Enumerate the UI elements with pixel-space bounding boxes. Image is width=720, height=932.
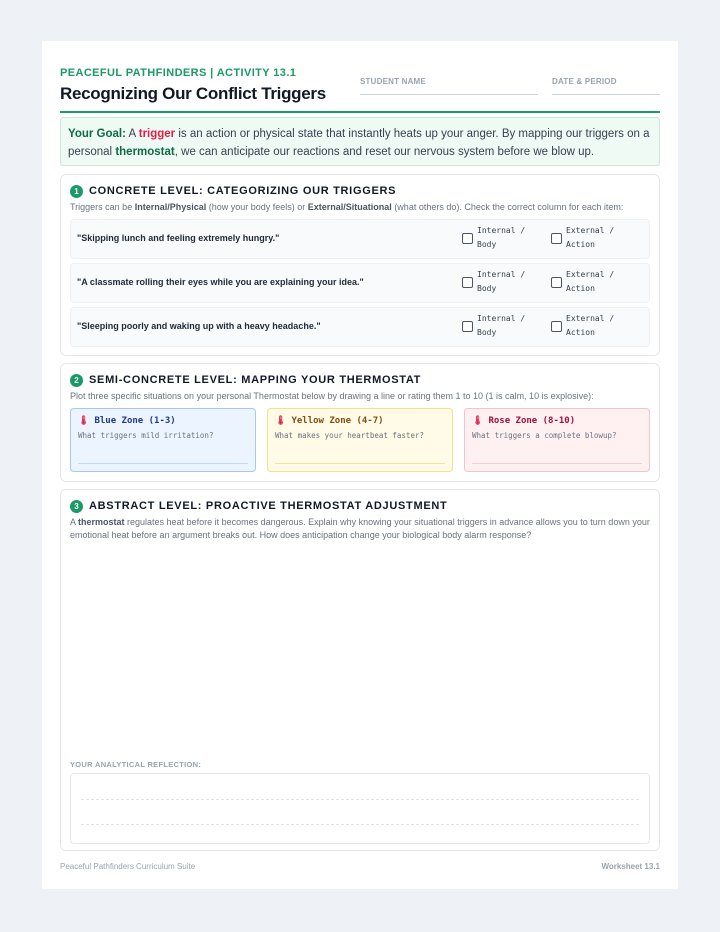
section-header (70, 499, 447, 513)
desc-bold-thermostat: thermostat (78, 517, 125, 527)
activity-eyebrow: PEACEFUL PATHFINDERS | ACTIVITY 13.1 (60, 67, 297, 79)
desc-text: Triggers can be (70, 202, 135, 212)
option-label: Internal / Body (477, 270, 526, 293)
blue-zone-card[interactable] (70, 408, 256, 472)
thermometer-icon: 🌡 (275, 416, 287, 426)
thermometer-icon: 🌡 (472, 416, 484, 426)
option-internal[interactable] (462, 312, 529, 340)
goal-keyword-trigger: trigger (138, 128, 176, 140)
section-abstract (60, 489, 660, 851)
zone-title: Rose Zone (8-10) (488, 416, 576, 426)
option-internal[interactable] (462, 268, 529, 296)
goal-text-3: , we can anticipate our reactions and reset our nervous system before we blow up. (174, 146, 595, 158)
section-number-badge: 3 (70, 500, 83, 513)
option-label: External / Action (566, 270, 615, 293)
goal-text-1: A (125, 128, 139, 140)
desc-text: A (70, 517, 79, 527)
option-external[interactable] (551, 224, 618, 252)
section-number-badge: 2 (70, 374, 83, 387)
goal-text-2: is an action or physical state that instantly heats up your anger. By mapping our triggers on a personal (68, 128, 650, 158)
section-header (70, 184, 396, 198)
student-name-field[interactable] (360, 71, 538, 95)
section-title: ABSTRACT LEVEL: PROACTIVE THERMOSTAT ADJUSTMENT (89, 500, 448, 512)
checkbox[interactable] (551, 233, 562, 244)
option-label: Internal / Body (477, 226, 526, 249)
student-name-label: STUDENT NAME (360, 77, 426, 86)
desc-bold-internal: Internal/Physical (134, 202, 207, 212)
checkbox[interactable] (462, 321, 473, 332)
option-label: External / Action (566, 314, 615, 337)
option-label: External / Action (566, 226, 615, 249)
section-description (70, 201, 655, 214)
checkbox[interactable] (551, 321, 562, 332)
footer-suite-name: Peaceful Pathfinders Curriculum Suite (60, 862, 196, 871)
section-number-badge: 1 (70, 185, 83, 198)
trigger-statement: "A classmate rolling their eyes while you are explaining your idea." (77, 277, 364, 287)
section-description (70, 516, 655, 542)
desc-bold-external: External/Situational (307, 202, 392, 212)
section-header (70, 373, 421, 387)
zone-prompt: What triggers a complete blowup? (472, 431, 617, 440)
trigger-row (70, 219, 650, 259)
section-title: CONCRETE LEVEL: CATEGORIZING OUR TRIGGERS (89, 185, 397, 197)
option-external[interactable] (551, 312, 618, 340)
desc-text: (how your body feels) or (206, 202, 308, 212)
trigger-row (70, 307, 650, 347)
option-internal[interactable] (462, 224, 529, 252)
zone-answer-line[interactable] (78, 463, 248, 464)
header-divider (60, 111, 660, 113)
section-concrete (60, 174, 660, 356)
section-description: Plot three specific situations on your personal Thermostat below by drawing a line or rating them 1 to 10 (1 is calm, 10 is explosive): (70, 391, 594, 401)
thermometer-icon: 🌡 (78, 416, 90, 426)
goal-label: Your Goal: (68, 128, 126, 140)
zone-title: Blue Zone (1-3) (94, 416, 176, 426)
writing-line (81, 799, 639, 800)
rose-zone-card[interactable] (464, 408, 650, 472)
zone-prompt: What triggers mild irritation? (78, 431, 214, 440)
desc-text: regulates heat before it becomes dangerous. Explain why knowing your situational triggers in advance allows you to turn down your emotional heat before an argument breaks out. How does anticipation change your biological body alarm response? (70, 517, 650, 540)
trigger-row (70, 263, 650, 303)
zone-answer-line[interactable] (472, 463, 642, 464)
date-period-label: DATE & PERIOD (552, 77, 617, 86)
checkbox[interactable] (551, 277, 562, 288)
option-external[interactable] (551, 268, 618, 296)
reflection-answer-box[interactable] (70, 773, 650, 844)
goal-keyword-thermostat: thermostat (115, 146, 175, 158)
date-period-field[interactable] (552, 71, 660, 95)
reflection-label: YOUR ANALYTICAL REFLECTION: (70, 760, 202, 769)
worksheet-page (42, 41, 678, 889)
trigger-statement: "Skipping lunch and feeling extremely hungry." (77, 233, 280, 243)
desc-text: (what others do). Check the correct column for each item: (391, 202, 624, 212)
zone-title: Yellow Zone (4-7) (291, 416, 384, 426)
checkbox[interactable] (462, 233, 473, 244)
option-label: Internal / Body (477, 314, 526, 337)
page-title: Recognizing Our Conflict Triggers (60, 84, 326, 103)
zone-prompt: What makes your heartbeat faster? (275, 431, 425, 440)
writing-line (81, 824, 639, 825)
checkbox[interactable] (462, 277, 473, 288)
worksheet-header (60, 67, 660, 113)
yellow-zone-card[interactable] (267, 408, 453, 472)
trigger-statement: "Sleeping poorly and waking up with a heavy headache." (77, 321, 321, 331)
section-semi-concrete (60, 363, 660, 482)
zone-answer-line[interactable] (275, 463, 445, 464)
footer-worksheet-number: Worksheet 13.1 (601, 862, 660, 871)
goal-box (60, 117, 660, 166)
section-title: SEMI-CONCRETE LEVEL: MAPPING YOUR THERMOSTAT (89, 374, 422, 386)
